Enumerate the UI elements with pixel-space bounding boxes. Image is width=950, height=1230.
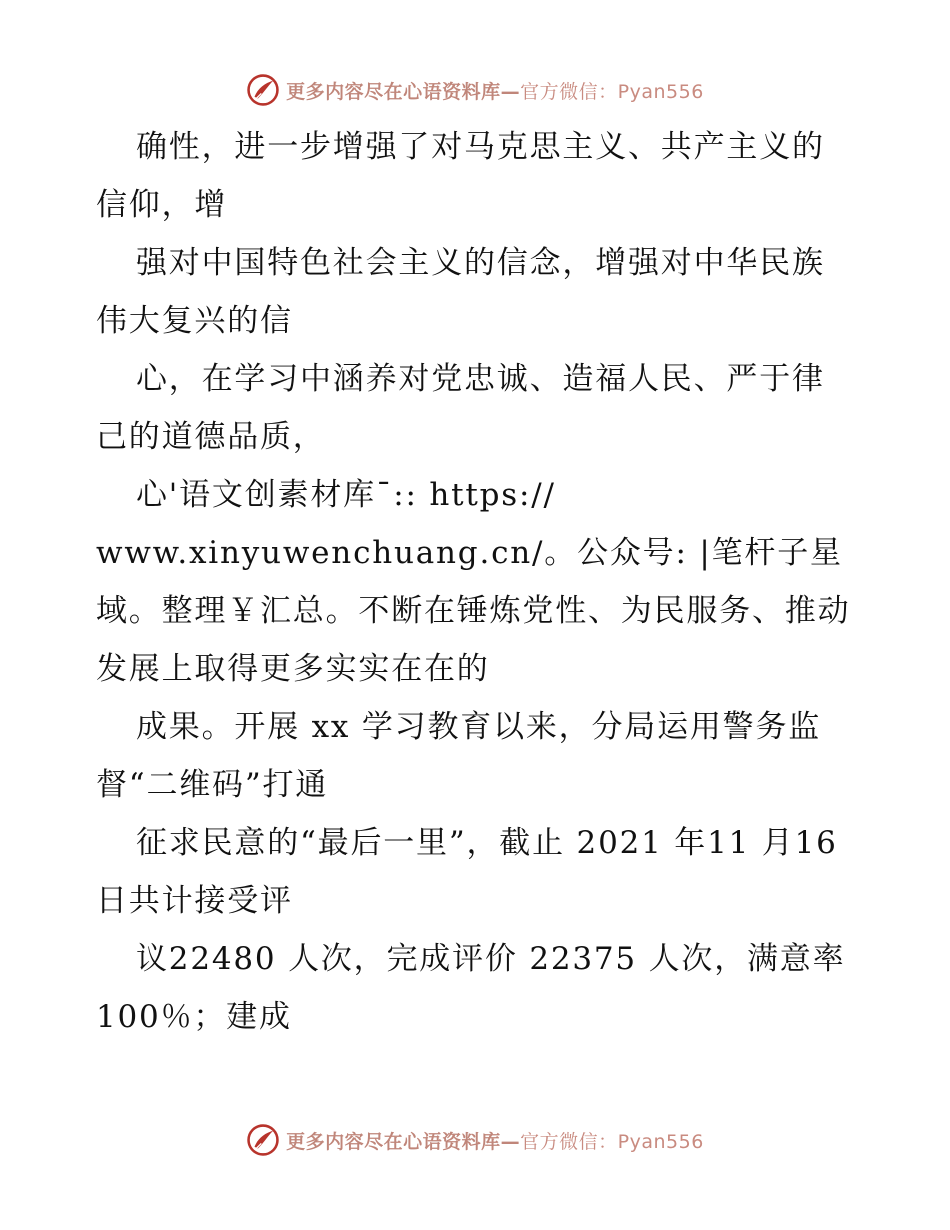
document-body: [96, 118, 856, 1046]
watermark-text: 更多内容尽在心语资料库—官方微信：Pyan556: [286, 1130, 704, 1153]
logo-icon: [246, 73, 280, 107]
header-watermark-banner: [0, 70, 950, 110]
paragraph-5: www.xinyuwenchuang.cn/。公众号: |笔杆子星域。整理￥汇总。不断在锤炼党性、为民服务、推动发展上取得更多实实在在的: [96, 535, 851, 687]
paragraph-8: 议22480 人次，完成评价 22375 人次，满意率100％；建成: [96, 941, 846, 1035]
watermark-text: 更多内容尽在心语资料库—官方微信：Pyan556: [286, 80, 704, 103]
paragraph-6: 成果。开展 xx 学习教育以来，分局运用警务监督“二维码”打通: [96, 709, 822, 803]
footer-watermark-banner: [0, 1120, 950, 1160]
paragraph-7: 征求民意的“最后一里”，截止 2021 年11 月16 日共计接受评: [96, 825, 838, 919]
paragraph-2: 强对中国特色社会主义的信念，增强对中华民族伟大复兴的信: [96, 245, 825, 339]
logo-icon: [246, 1123, 280, 1157]
paragraph-3: 心，在学习中涵养对党忠诚、造福人民、严于律己的道德品质，: [96, 361, 825, 455]
paragraph-4: 心'语文创素材库¯:: https://: [136, 477, 556, 513]
paragraph-1: 确性，进一步增强了对马克思主义、共产主义的信仰，增: [96, 129, 825, 223]
